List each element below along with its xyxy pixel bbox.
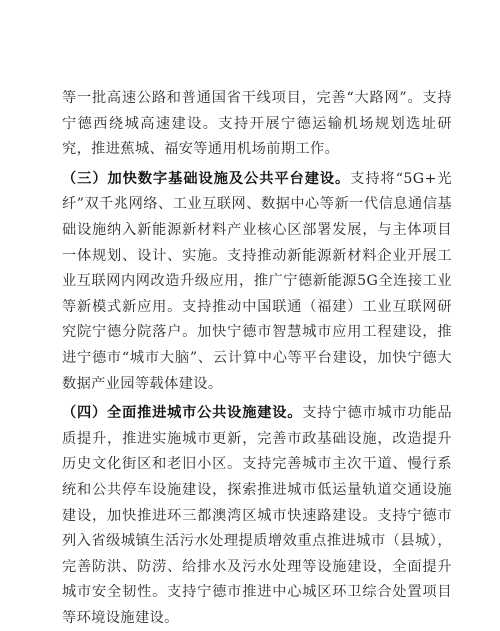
- document-body: [62, 86, 452, 631]
- paragraph-text: 支持将“5G+光纤”双千兆网络、工业互联网、数据中心等新一代信息通信基础设施纳入新能源新材料产业核心区部署发展，与主体项目一体规划、设计、实施。支持推动新能源新材料企业开展工业互联网内网改造升级应用，推广宁德新能源5G全连接工业等新模式新应用。支持推动中国联通（福建）工业互联网研究院宁德分院落户。加快宁德市智慧城市应用工程建设，推进宁德市“城市大脑”、云计算中心等平台建设，加快宁德大数据产业园等载体建设。: [62, 170, 452, 392]
- paragraph-roads: [62, 86, 452, 163]
- paragraph-text: 等一批高速公路和普通国省干线项目，完善“大路网”。支持宁德西绕城高速建设。支持开展宁德运输机场规划选址研究，推进蕉城、福安等通用机场前期工作。: [62, 90, 452, 158]
- section-heading-3: （三）加快数字基础设施及公共平台建设。: [62, 170, 351, 187]
- paragraph-text: 支持宁德市城市功能品质提升，推进实施城市更新，完善市政基础设施，改造提升历史文化街区和老旧小区。支持完善城市主次干道、慢行系统和公共停车设施建设，探索推进城市低运量轨道交通设施建设，加快推进环三都澳湾区城市快速路建设。支持宁德市列入省级城镇生活污水处理提质增效重点推进城市（县城），完善防洪、防涝、给排水及污水处理等设施建设，全面提升城市安全韧性。支持宁德市推进中心城区环卫综合处置项目等环境设施建设。: [62, 405, 452, 626]
- paragraph-public-facilities: [62, 401, 452, 631]
- paragraph-digital-infrastructure: [62, 167, 452, 397]
- section-heading-4: （四）全面推进城市公共设施建设。: [62, 405, 303, 422]
- footer-watermark: [90, 557, 410, 563]
